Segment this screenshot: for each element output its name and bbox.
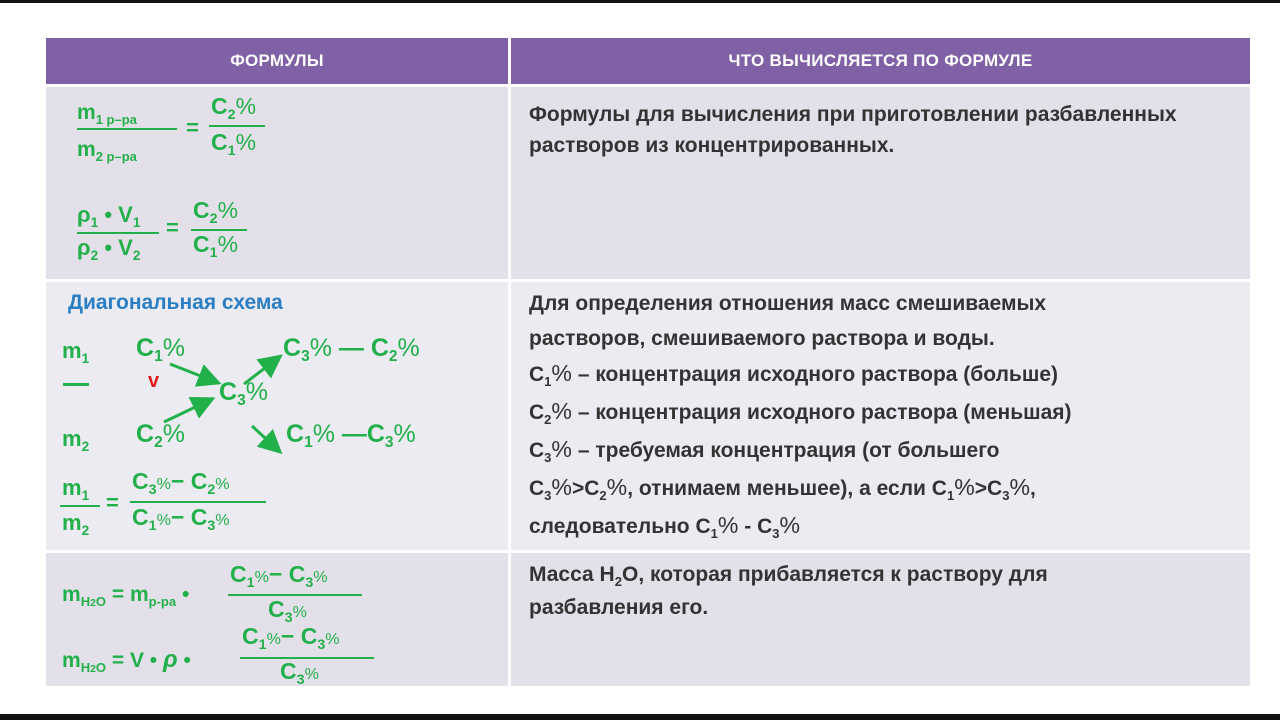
row2-line4: $C_2\%$ – концентрация исходного раствора (меньшая) — [529, 398, 1072, 427]
greater-than-mark: v — [148, 370, 160, 392]
scheme-c1: $C_1\%$ — [136, 334, 185, 366]
bottom-border — [0, 714, 1280, 720]
m1-label: $m_1$ — [62, 338, 90, 366]
c1-percent: $C_1\%$ — [193, 231, 239, 261]
c2-percent: $C_2\%$ — [211, 93, 257, 123]
scheme-c3-minus-c2: $C_3\%$ — $C_2\%$ — [283, 334, 420, 366]
row1-formula-cell — [46, 87, 508, 279]
row3-description — [511, 553, 1250, 686]
c3-definition: – требуемая концентрация (от большего — [577, 439, 1000, 462]
water-description: O, которая прибавляется к раствору для — [621, 563, 1048, 586]
ratio-m1: $m_1$ — [62, 475, 90, 503]
row2-line7: следовательно $C_1\% - C_3\%$ — [529, 512, 801, 541]
equals-sign: = — [106, 490, 119, 515]
fraction-bar — [60, 505, 100, 507]
header-what-computed: ЧТО ВЫЧИСЛЯЕТСЯ ПО ФОРМУЛЕ — [511, 38, 1250, 84]
row3-line1: Масса $H_2O$, которая прибавляется к раствору для — [529, 563, 1048, 589]
water-mass-formula-1-lhs: $m_{H2O} = m_{р-ра}$ • — [62, 583, 190, 609]
scheme-c3: $C_3\%$ — [219, 378, 268, 410]
subtraction-rule: , отнимаем меньшее), а если — [627, 477, 926, 500]
fraction-bar — [77, 128, 177, 130]
numerator-c3-c2: $C_3\%- C_2\%$ — [132, 468, 230, 498]
equals-sign: = — [186, 115, 199, 140]
water-prefix: Масса H — [529, 563, 615, 586]
row2-line6: $C_3\%>C_2\%$, отнимаем меньшее), а если $C_1\%>C_3\%$, — [529, 474, 1036, 503]
row2-line1: Для определения отношения масс смешиваемых — [529, 292, 1047, 315]
c1-percent: $C_1\%$ — [211, 129, 257, 159]
water-mass-formula-2-lhs: $m_{H2O} = V$ • ρ • — [62, 646, 191, 675]
row3-formula-cell — [46, 553, 508, 686]
header-formulas: ФОРМУЛЫ — [46, 38, 508, 84]
c1-definition: – концентрация исходного раствора (больше) — [577, 363, 1059, 386]
row1-description-text: Формулы для вычисления при приготовлении разбавленных растворов из концентрированных. — [529, 103, 1177, 157]
m2-label: $m_2$ — [62, 426, 90, 454]
equals-sign: = — [166, 215, 179, 240]
denominator-c1-c3: $C_1\%- C_3\%$ — [132, 504, 230, 534]
scheme-c2: $C_2\%$ — [136, 420, 185, 452]
numerator-c1-c3: $C_1\%- C_3\%$ — [242, 623, 340, 653]
therefore-word: следовательно — [529, 515, 690, 538]
m2-solution: $m_{2 р-ра}$ — [77, 138, 137, 164]
rho1-v1: $\rho_1$ • $V_1$ — [77, 202, 141, 230]
top-border — [0, 0, 1280, 3]
ratio-m2: $m_2$ — [62, 510, 90, 538]
scheme-c1-minus-c3: $C_1\%$ $—C_3\%$ — [286, 420, 416, 452]
fraction-bar — [130, 501, 266, 503]
diagonal-scheme-title: Диагональная схема — [68, 291, 283, 314]
c2-percent: $C_2\%$ — [193, 197, 239, 227]
row3-line2: разбавления его. — [529, 596, 709, 619]
denominator-c3: $C_3\%$ — [280, 658, 319, 688]
fraction-bar — [77, 232, 159, 234]
rho2-v2: $\rho_2$ • $V_2$ — [77, 235, 141, 263]
row2-description — [511, 282, 1250, 550]
row1-description — [511, 87, 1250, 279]
row2-line5: $C_3\%$ – требуемая концентрация (от большего — [529, 436, 1000, 465]
row2-formula-cell — [46, 282, 508, 550]
denominator-c3: $C_3\%$ — [268, 596, 307, 626]
formula-table — [46, 38, 1250, 686]
row2-line2: растворов, смешиваемого раствора и воды. — [529, 327, 995, 350]
c2-definition: – концентрация исходного раствора (меньшая) — [577, 401, 1072, 424]
fraction-bar — [209, 125, 265, 127]
numerator-c1-c3: $C_1\%- C_3\%$ — [230, 561, 328, 591]
m1-solution: $m_{1 р-ра}$ — [77, 101, 137, 127]
row2-line3: $C_1\%$ – концентрация исходного раствора (больше) — [529, 360, 1059, 389]
